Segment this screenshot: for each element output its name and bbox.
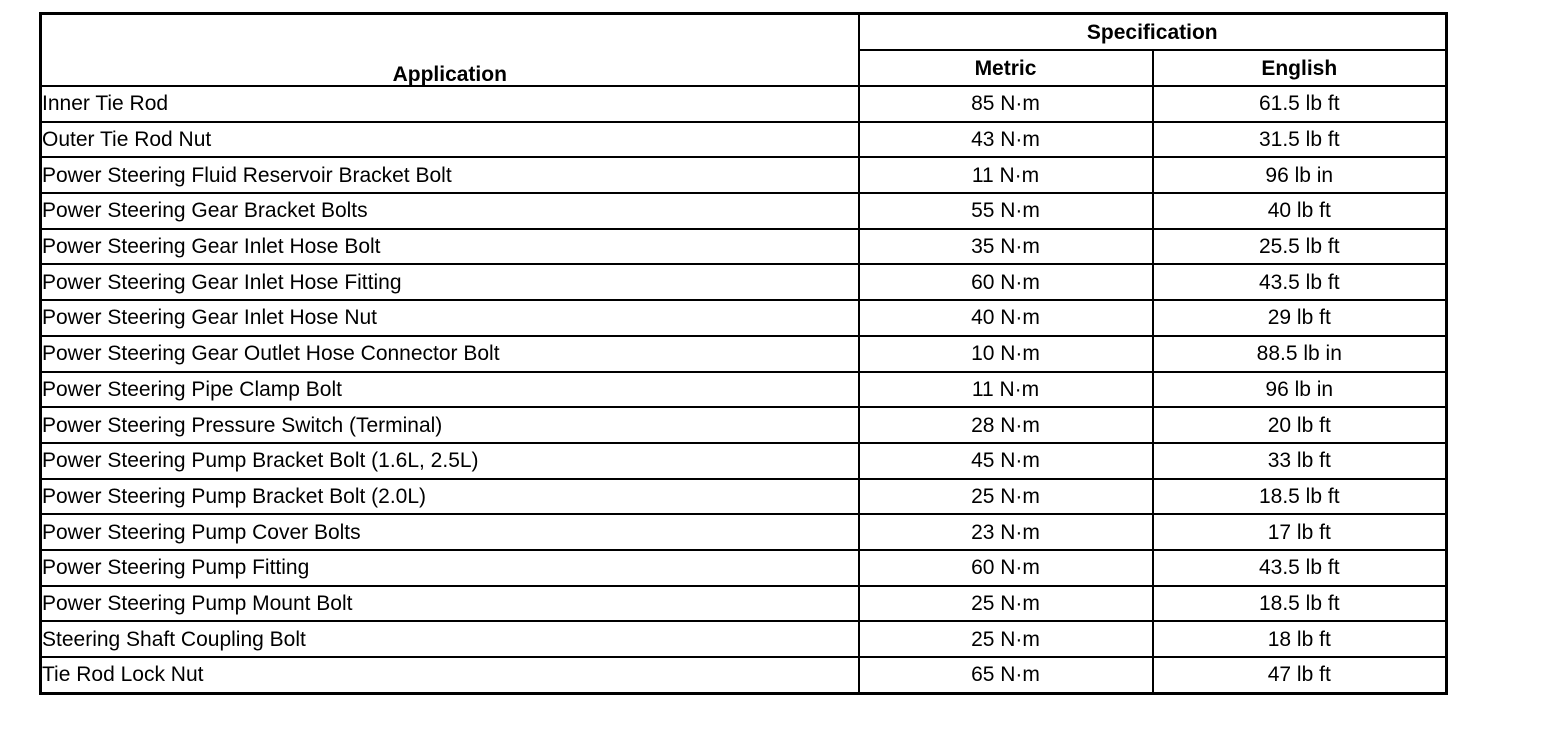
application-cell: Power Steering Pipe Clamp Bolt xyxy=(41,372,859,408)
header-row-top xyxy=(41,14,1447,51)
table-row xyxy=(41,193,1447,229)
metric-cell: 55 N·m xyxy=(859,193,1153,229)
application-cell: Tie Rod Lock Nut xyxy=(41,657,859,693)
application-cell: Power Steering Pump Bracket Bolt (1.6L, 2.5L) xyxy=(41,443,859,479)
metric-cell: 28 N·m xyxy=(859,407,1153,443)
application-column-header: Application xyxy=(41,14,859,87)
table-row xyxy=(41,229,1447,265)
english-cell: 43.5 lb ft xyxy=(1153,550,1447,586)
table-header xyxy=(41,14,1447,87)
metric-cell: 25 N·m xyxy=(859,479,1153,515)
torque-specification-table xyxy=(39,12,1448,695)
application-cell: Outer Tie Rod Nut xyxy=(41,122,859,158)
english-cell: 18.5 lb ft xyxy=(1153,479,1447,515)
metric-cell: 43 N·m xyxy=(859,122,1153,158)
english-cell: 33 lb ft xyxy=(1153,443,1447,479)
english-cell: 31.5 lb ft xyxy=(1153,122,1447,158)
english-cell: 88.5 lb in xyxy=(1153,336,1447,372)
application-cell: Steering Shaft Coupling Bolt xyxy=(41,621,859,657)
application-cell: Power Steering Gear Bracket Bolts xyxy=(41,193,859,229)
application-cell: Power Steering Pressure Switch (Terminal) xyxy=(41,407,859,443)
application-cell: Power Steering Gear Inlet Hose Bolt xyxy=(41,229,859,265)
english-cell: 18.5 lb ft xyxy=(1153,586,1447,622)
application-cell: Power Steering Pump Fitting xyxy=(41,550,859,586)
english-column-header: English xyxy=(1153,50,1447,86)
table-row xyxy=(41,372,1447,408)
application-cell: Power Steering Gear Inlet Hose Fitting xyxy=(41,264,859,300)
table-row xyxy=(41,336,1447,372)
table-row xyxy=(41,264,1447,300)
english-cell: 96 lb in xyxy=(1153,157,1447,193)
metric-column-header: Metric xyxy=(859,50,1153,86)
table-row xyxy=(41,621,1447,657)
table-row xyxy=(41,407,1447,443)
metric-cell: 40 N·m xyxy=(859,300,1153,336)
table-row xyxy=(41,300,1447,336)
metric-cell: 85 N·m xyxy=(859,86,1153,122)
metric-cell: 60 N·m xyxy=(859,264,1153,300)
metric-cell: 11 N·m xyxy=(859,372,1153,408)
metric-cell: 23 N·m xyxy=(859,514,1153,550)
table-row xyxy=(41,514,1447,550)
english-cell: 29 lb ft xyxy=(1153,300,1447,336)
metric-cell: 65 N·m xyxy=(859,657,1153,693)
metric-cell: 25 N·m xyxy=(859,586,1153,622)
metric-cell: 60 N·m xyxy=(859,550,1153,586)
english-cell: 25.5 lb ft xyxy=(1153,229,1447,265)
metric-cell: 11 N·m xyxy=(859,157,1153,193)
english-cell: 47 lb ft xyxy=(1153,657,1447,693)
metric-cell: 35 N·m xyxy=(859,229,1153,265)
english-cell: 43.5 lb ft xyxy=(1153,264,1447,300)
application-cell: Power Steering Gear Outlet Hose Connector Bolt xyxy=(41,336,859,372)
table-row xyxy=(41,479,1447,515)
application-cell: Power Steering Pump Bracket Bolt (2.0L) xyxy=(41,479,859,515)
table-row xyxy=(41,157,1447,193)
english-cell: 96 lb in xyxy=(1153,372,1447,408)
table-body xyxy=(41,86,1447,693)
application-cell: Power Steering Fluid Reservoir Bracket Bolt xyxy=(41,157,859,193)
english-cell: 61.5 lb ft xyxy=(1153,86,1447,122)
table-row xyxy=(41,122,1447,158)
specification-column-header: Specification xyxy=(859,14,1447,51)
table-row xyxy=(41,586,1447,622)
metric-cell: 25 N·m xyxy=(859,621,1153,657)
english-cell: 40 lb ft xyxy=(1153,193,1447,229)
application-cell: Power Steering Pump Cover Bolts xyxy=(41,514,859,550)
metric-cell: 10 N·m xyxy=(859,336,1153,372)
application-cell: Power Steering Gear Inlet Hose Nut xyxy=(41,300,859,336)
table-row xyxy=(41,657,1447,693)
english-cell: 20 lb ft xyxy=(1153,407,1447,443)
table-row xyxy=(41,550,1447,586)
table-row xyxy=(41,86,1447,122)
english-cell: 18 lb ft xyxy=(1153,621,1447,657)
application-cell: Inner Tie Rod xyxy=(41,86,859,122)
english-cell: 17 lb ft xyxy=(1153,514,1447,550)
application-cell: Power Steering Pump Mount Bolt xyxy=(41,586,859,622)
metric-cell: 45 N·m xyxy=(859,443,1153,479)
table-row xyxy=(41,443,1447,479)
